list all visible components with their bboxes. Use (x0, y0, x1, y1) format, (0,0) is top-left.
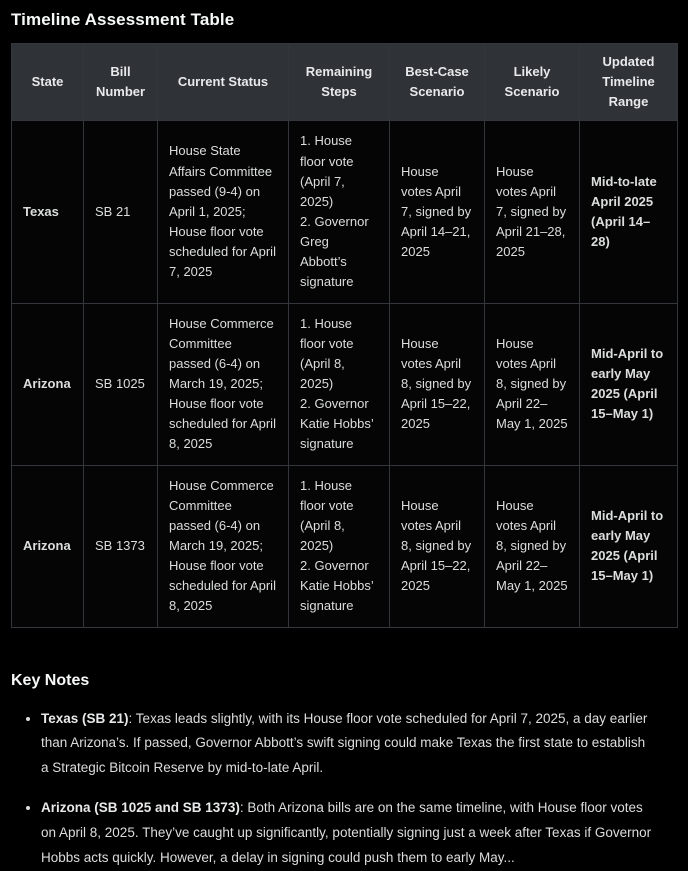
cell-state: Arizona (12, 465, 84, 627)
timeline-assessment-table (11, 43, 678, 628)
cell-likely: House votes April 7, signed by April 21–28, 2025 (485, 121, 580, 303)
column-header-best-case: Best-Case Scenario (390, 44, 485, 121)
note-label: Arizona (SB 1025 and SB 1373) (41, 800, 240, 816)
cell-current-status: House Commerce Committee passed (6-4) on March 19, 2025; House floor vote scheduled for April 8, 2025 (158, 303, 289, 465)
cell-state: Texas (12, 121, 84, 303)
step-item: 2. Governor Katie Hobbs’ signature (300, 558, 374, 614)
table-row-arizona-sb1373 (12, 465, 678, 627)
cell-bill-number: SB 1373 (84, 465, 158, 627)
cell-bill-number: SB 21 (84, 121, 158, 303)
page-title: Timeline Assessment Table (11, 10, 235, 29)
cell-remaining-steps (289, 303, 390, 465)
column-header-bill-number: Bill Number (84, 44, 158, 121)
cell-bill-number: SB 1025 (84, 303, 158, 465)
cell-updated-timeline: Mid-April to early May 2025 (April 15–May 1) (580, 303, 678, 465)
step-item: 1. House floor vote (April 8, 2025) (300, 315, 354, 391)
column-header-current-status: Current Status (158, 44, 289, 121)
note-item-texas (41, 707, 656, 782)
table-row-arizona-sb1025 (12, 303, 678, 465)
column-header-likely: Likely Scenario (485, 44, 580, 121)
cell-remaining-steps (289, 465, 390, 627)
key-notes-title: Key Notes (11, 671, 90, 689)
step-item: 1. House floor vote (April 8, 2025) (300, 477, 354, 553)
column-header-updated-timeline: Updated Timeline Range (580, 44, 678, 121)
table-row-texas-sb21 (12, 121, 678, 303)
cell-updated-timeline: Mid-April to early May 2025 (April 15–May 1) (580, 465, 678, 627)
step-item: 1. House floor vote (April 7, 2025) (300, 133, 354, 209)
note-text: : Both Arizona bills are on the same timeline, with House floor votes on April 8, 2025. They’ve caught up significantly, potentially signing just a week after Texas if Governor Hobbs acts quickly. However, a delay in signing could push them to early May... (41, 800, 652, 866)
cell-best-case: House votes April 8, signed by April 15–22, 2025 (390, 465, 485, 627)
column-header-state: State (12, 44, 84, 121)
header-row (12, 44, 678, 121)
note-text: : Texas leads slightly, with its House floor vote scheduled for April 7, 2025, a day earlier than Arizona’s. If passed, Governor Abbott’s swift signing could make Texas the first state to establish a Strategic Bitcoin Reserve by mid-to-late April. (41, 710, 648, 776)
step-item: 2. Governor Greg Abbott’s signature (300, 213, 369, 290)
cell-remaining-steps (289, 121, 390, 303)
key-notes-list (11, 707, 656, 871)
step-item: 2. Governor Katie Hobbs’ signature (300, 396, 374, 452)
cell-current-status: House State Affairs Committee passed (9-4) on April 1, 2025; House floor vote scheduled for April 7, 2025 (158, 121, 289, 303)
cell-best-case: House votes April 8, signed by April 15–22, 2025 (390, 303, 485, 465)
note-item-arizona (41, 796, 656, 871)
cell-current-status: House Commerce Committee passed (6-4) on March 19, 2025; House floor vote scheduled for April 8, 2025 (158, 465, 289, 627)
column-header-remaining-steps: Remaining Steps (289, 44, 390, 121)
cell-likely: House votes April 8, signed by April 22–May 1, 2025 (485, 465, 580, 627)
note-label: Texas (SB 21) (41, 710, 129, 726)
cell-state: Arizona (12, 303, 84, 465)
cell-updated-timeline: Mid-to-late April 2025 (April 14–28) (580, 121, 678, 303)
cell-likely: House votes April 8, signed by April 22–May 1, 2025 (485, 303, 580, 465)
cell-best-case: House votes April 7, signed by April 14–21, 2025 (390, 121, 485, 303)
